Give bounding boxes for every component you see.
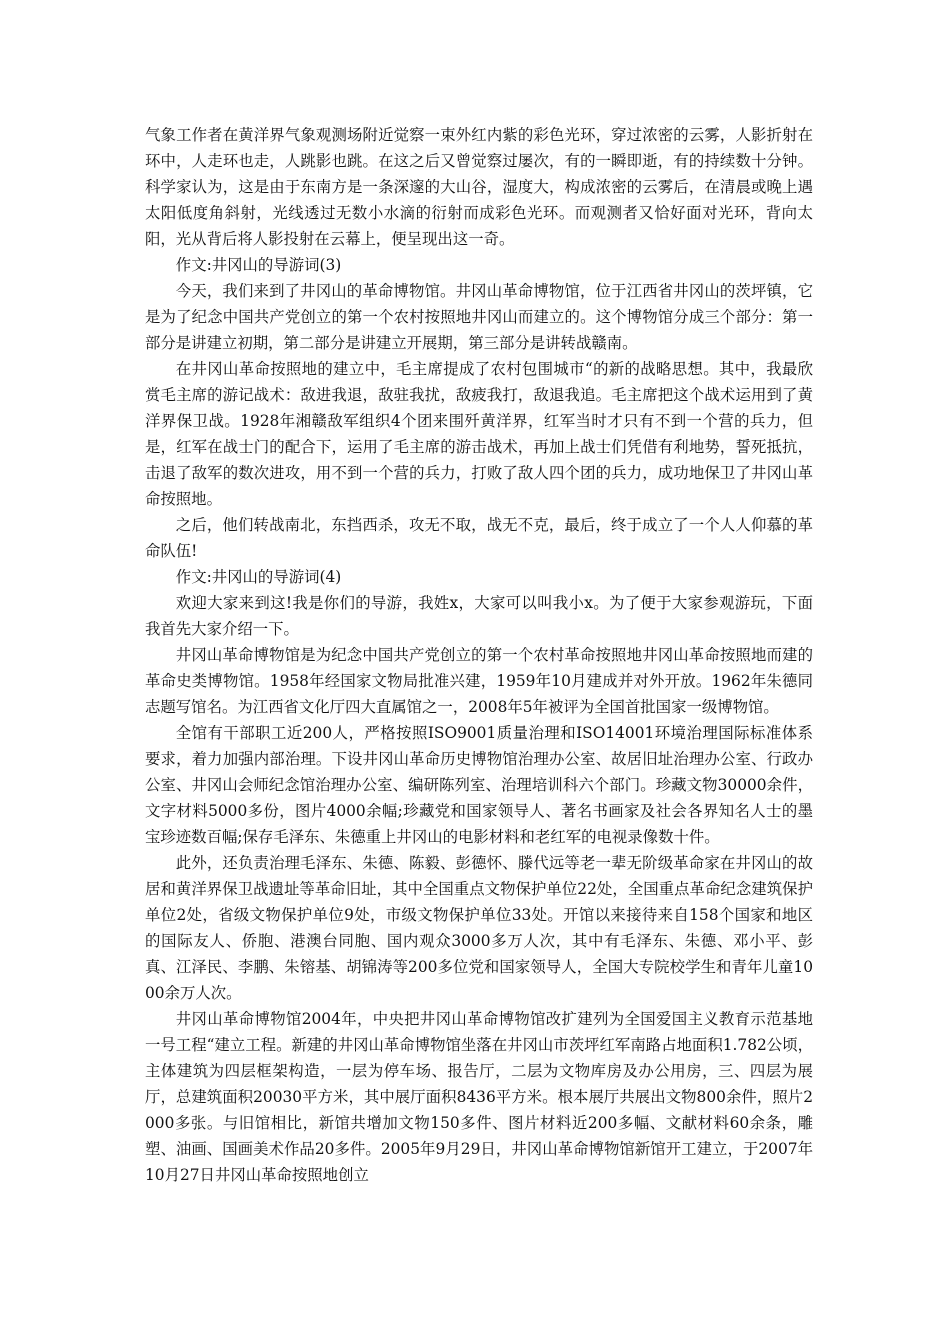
paragraph-welcome: 欢迎大家来到这!我是你们的导游，我姓x，大家可以叫我小x。为了便于大家参观游玩，下面我首先大家介绍一下。 (145, 594, 813, 638)
section-heading-4: 作文:井冈山的导游词(4) (175, 568, 342, 586)
paragraph-aftermath: 之后，他们转战南北，东挡西杀，攻无不取，战无不克，最后，终于成立了一个人人仰慕的革命队伍! (145, 516, 813, 560)
section-heading-3: 作文:井冈山的导游词(3) (175, 256, 342, 274)
paragraph-staff-collection: 全馆有干部职工近200人，严格按照ISO9001质量治理和ISO14001环境治理国际标准体系要求，着力加强内部治理。下设井冈山革命历史博物馆治理办公室、故居旧址治理办公室、行政办公室、井冈山会师纪念馆治理办公室、编研陈列室、治理培训科六个部门。珍藏文物30000余件，文字材料5000多份，图片4000余幅;珍藏党和国家领导人、著名书画家及社会各界知名人士的墨宝珍迹数百幅;保存毛泽东、朱德重上井冈山的电影材料和老红军的电视录像数十件。 (145, 724, 813, 846)
paragraph-sites-visitors: 此外，还负责治理毛泽东、朱德、陈毅、彭德怀、滕代远等老一辈无阶级革命家在井冈山的故居和黄洋界保卫战遗址等革命旧址，其中全国重点文物保护单位22处，全国重点革命纪念建筑保护单位2处，省级文物保护单位9处，市级文物保护单位33处。开馆以来接待来自158个国家和地区的国际友人、侨胞、港澳台同胞、国内观众3000多万人次，其中有毛泽东、朱德、邓小平、彭真、江泽民、李鹏、朱镕基、胡锦涛等200多位党和国家领导人，全国大专院校学生和青年儿童1000余万人次。 (145, 854, 813, 1002)
paragraph-museum-intro: 今天，我们来到了井冈山的革命博物馆。井冈山革命博物馆，位于江西省井冈山的茨坪镇，它是为了纪念中国共产党创立的第一个农村按照地井冈山而建立的。这个博物馆分成三个部分：第一部分是讲建立初期，第二部分是讲建立开展期，第三部分是讲转战赣南。 (145, 282, 813, 352)
paragraph-museum-history: 井冈山革命博物馆是为纪念中国共产党创立的第一个农村革命按照地井冈山革命按照地而建的革命史类博物馆。1958年经国家文物局批准兴建，1959年10月建成并对外开放。1962年朱德同志题写馆名。为江西省文化厅四大直属馆之一，2008年5年被评为全国首批国家一级博物馆。 (145, 646, 813, 716)
paragraph-new-building: 井冈山革命博物馆2004年，中央把井冈山革命博物馆改扩建列为全国爱国主义教育示范基地一号工程“建立工程。新建的井冈山革命博物馆坐落在井冈山市茨坪红军南路占地面积1.782公顷，主体建筑为四层框架构造，一层为停车场、报告厅，二层为文物库房及办公用房，三、四层为展厅，总建筑面积20030平方米，其中展厅面积8436平方米。根本展厅共展出文物800余件，照片2000多张。与旧馆相比，新馆共增加文物150多件、图片材料近200多幅、文献材料60余条，雕塑、油画、国画美术作品20多件。2005年9月29日，井冈山革命博物馆新馆开工建立，于2007年10月27日井冈山革命按照地创立 (145, 1010, 813, 1184)
paragraph-weather-phenomenon: 气象工作者在黄洋界气象观测场附近觉察一束外红内紫的彩色光环，穿过浓密的云雾，人影折射在环中，人走环也走，人跳影也跳。在这之后又曾觉察过屡次，有的一瞬即逝，有的持续数十分钟。科学家认为，这是由于东南方是一条深邃的大山谷，湿度大，构成浓密的云雾后，在清晨或晚上遇太阳低度角斜射，光线透过无数小水滴的衍射而成彩色光环。而观测者又恰好面对光环，背向太阳，光从背后将人影投射在云幕上，便呈现出这一奇。 (145, 126, 813, 248)
document-body (145, 122, 813, 1188)
paragraph-guerrilla-tactics: 在井冈山革命按照地的建立中，毛主席提成了农村包围城市“的新的战略思想。其中，我最欣赏毛主席的游记战术：敌进我退，敌驻我扰，敌疲我打，敌退我追。毛主席把这个战术运用到了黄洋界保卫战。1928年湘赣敌军组织4个团来围歼黄洋界，红军当时才只有不到一个营的兵力，但是，红军在战士门的配合下，运用了毛主席的游击战术，再加上战士们凭借有利地势，誓死抵抗，击退了敌军的数次进攻，用不到一个营的兵力，打败了敌人四个团的兵力，成功地保卫了井冈山革命按照地。 (145, 360, 813, 508)
